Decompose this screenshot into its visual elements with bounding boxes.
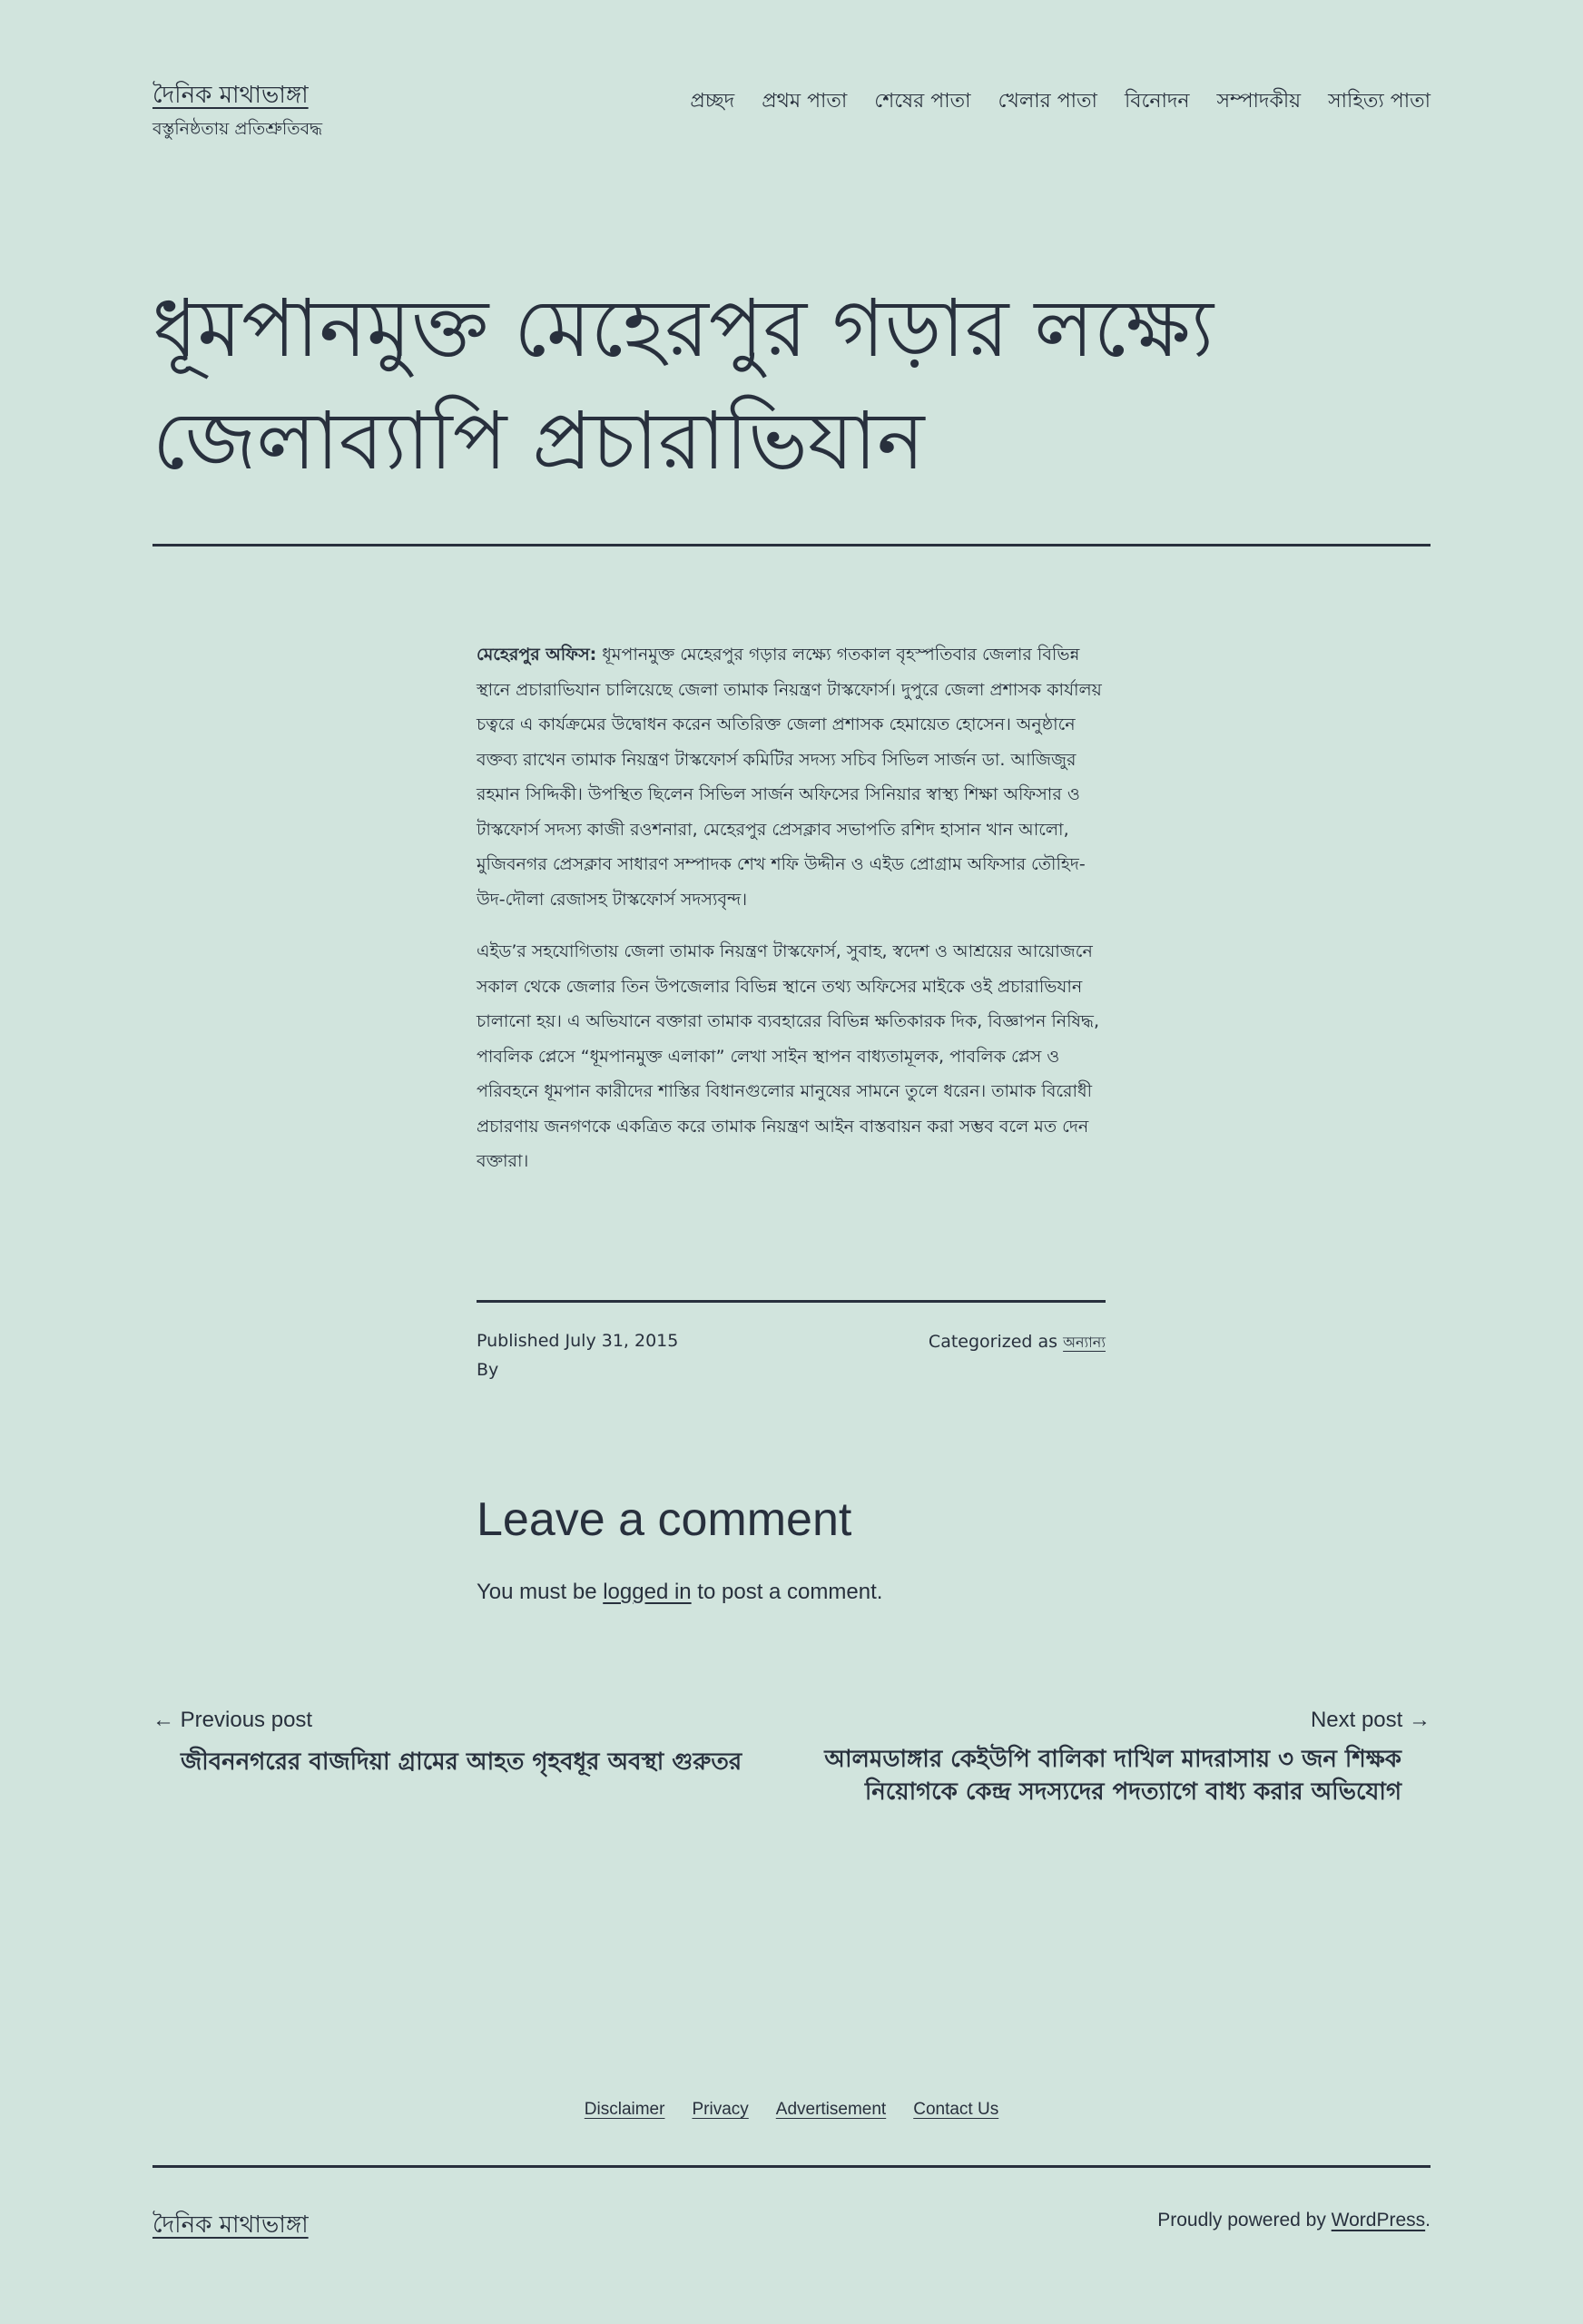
comment-note-prefix: You must be: [477, 1580, 604, 1604]
comment-login-note: [477, 1580, 882, 1605]
post-paragraph-1: [477, 637, 1107, 917]
post-lead: মেহেরপুর অফিস:: [477, 645, 597, 665]
previous-post-link[interactable]: [152, 1708, 312, 1733]
nav-item-last-page[interactable]: শেষের পাতা: [874, 90, 971, 113]
primary-nav: [690, 85, 1431, 119]
comment-note-suffix: to post a comment.: [691, 1580, 883, 1604]
next-post-title[interactable]: আলমডাঙ্গার কেইউপি বালিকা দাখিল মাদরাসায় ৩ জন শিক্ষক নিয়োগকে কেন্দ্র সদস্যদের পদত্যাগে বাধ্য করার অভিযোগ: [824, 1746, 1401, 1806]
arrow-right-icon: →: [1409, 1708, 1431, 1732]
post-author: By: [477, 1360, 499, 1380]
category-link[interactable]: অন্যান্য: [1063, 1334, 1106, 1351]
nav-item-editorial[interactable]: সম্পাদকীয়: [1216, 90, 1302, 113]
title-divider: [152, 544, 1431, 547]
meta-divider: [477, 1300, 1106, 1303]
powered-suffix: .: [1425, 2210, 1431, 2230]
footer-link-contact[interactable]: Contact Us: [913, 2100, 999, 2119]
nav-item-literature[interactable]: সাহিত্য পাতা: [1328, 90, 1431, 113]
previous-post-title[interactable]: জীবননগরের বাজদিয়া গ্রামের আহত গৃহবধূর অবস্থা গুরুতর: [181, 1748, 742, 1776]
footer-link-privacy[interactable]: Privacy: [692, 2100, 749, 2119]
nav-item-entertainment[interactable]: বিনোদন: [1124, 90, 1190, 113]
post-published: [477, 1331, 678, 1351]
published-label: Published: [477, 1331, 560, 1351]
site-title[interactable]: দৈনিক মাথাভাঙ্গা: [152, 82, 309, 109]
post-title: ধূমপানমুক্ত মেহেরপুর গড়ার লক্ষ্যে জেলাব্যাপি প্রচারাভিযান: [152, 281, 1214, 487]
nav-item-first-page[interactable]: প্রথম পাতা: [762, 90, 848, 113]
post-content: [477, 637, 1107, 1196]
arrow-left-icon: ←: [152, 1708, 174, 1732]
site-tagline: বস্তুনিষ্ঠতায় প্রতিশ্রুতিবদ্ধ: [152, 119, 323, 139]
post-paragraph-1-text: ধূমপানমুক্ত মেহেরপুর গড়ার লক্ষ্যে গতকাল বৃহস্পতিবার জেলার বিভিন্ন স্থানে প্রচারাভিযান চালিয়েছে জেলা তামাক নিয়ন্ত্রণ টাস্কফোর্স। দুপুরে জেলা প্রশাসক কার্যালয় চত্বরে এ কার্যক্রমের উদ্বোধন করেন অতিরিক্ত জেলা প্রশাসক হেমায়েত হোসেন। অনুষ্ঠানে বক্তব্য রাখেন তামাক নিয়ন্ত্রণ টাস্কফোর্স কমিটির সদস্য সচিব সিভিল সার্জন ডা. আজিজুর রহমান সিদ্দিকী। উপস্থিত ছিলেন সিভিল সার্জন অফিসের সিনিয়ার স্বাস্থ্য শিক্ষা অফিসার ও টাস্কফোর্স সদস্য কাজী রওশনারা, মেহেরপুর প্রেসক্লাব সভাপতি রশিদ হাসান খান আলো, মুজিবনগর প্রেসক্লাব সাধারণ সম্পাদক শেখ শফি উদ্দীন ও এইড প্রোগ্রাম অফিসার তৌহিদ-উদ-দৌলা রেজাসহ টাস্কফোর্স সদস্যবৃন্দ।: [477, 645, 1102, 910]
comment-heading: Leave a comment: [477, 1493, 852, 1546]
nav-item-home[interactable]: প্রচ্ছদ: [690, 90, 735, 113]
footer-site-title[interactable]: দৈনিক মাথাভাঙ্গা: [152, 2211, 309, 2239]
categorized-label: Categorized as: [928, 1332, 1058, 1352]
post-paragraph-2: এইড’র সহযোগিতায় জেলা তামাক নিয়ন্ত্রণ টাস্কফোর্স, সুবাহ, স্বদেশ ও আশ্রয়ের আয়োজনে সকাল থেকে জেলার তিন উপজেলার বিভিন্ন স্থানে তথ্য অফিসের মাইকে ওই প্রচারাভিযান চালানো হয়। এ অভিযানে বক্তারা তামাক ব্যবহারের বিভিন্ন ক্ষতিকারক দিক, বিজ্ঞাপন নিষিদ্ধ, পাবলিক প্লেসে “ধূমপানমুক্ত এলাকা” লেখা সাইন স্থাপন বাধ্যতামূলক, পাবলিক প্লেস ও পরিবহনে ধূমপান কারীদের শাস্তির বিধানগুলোর মানুষের সামনে তুলে ধরেন। তামাক বিরোধী প্রচারণায় জনগণকে একত্রিত করে তামাক নিয়ন্ত্রণ আইন বাস্তবায়ন করা সম্ভব বলে মত দেন বক্তারা।: [477, 941, 1099, 1171]
previous-post-label: Previous post: [180, 1708, 313, 1732]
next-post-link[interactable]: [1311, 1708, 1431, 1733]
post-category: [929, 1331, 1106, 1355]
footer-link-advertisement[interactable]: Advertisement: [775, 2100, 887, 2119]
powered-by: [1157, 2210, 1431, 2231]
next-post-label: Next post: [1310, 1708, 1403, 1732]
footer-divider: [152, 2165, 1431, 2168]
powered-prefix: Proudly powered by: [1157, 2210, 1332, 2230]
nav-item-sports[interactable]: খেলার পাতা: [998, 90, 1097, 113]
footer-nav: [0, 2100, 1583, 2120]
login-link[interactable]: logged in: [603, 1580, 692, 1604]
published-date: July 31, 2015: [565, 1331, 679, 1351]
footer-link-disclaimer[interactable]: Disclaimer: [584, 2100, 665, 2119]
wordpress-link[interactable]: WordPress: [1331, 2210, 1426, 2230]
